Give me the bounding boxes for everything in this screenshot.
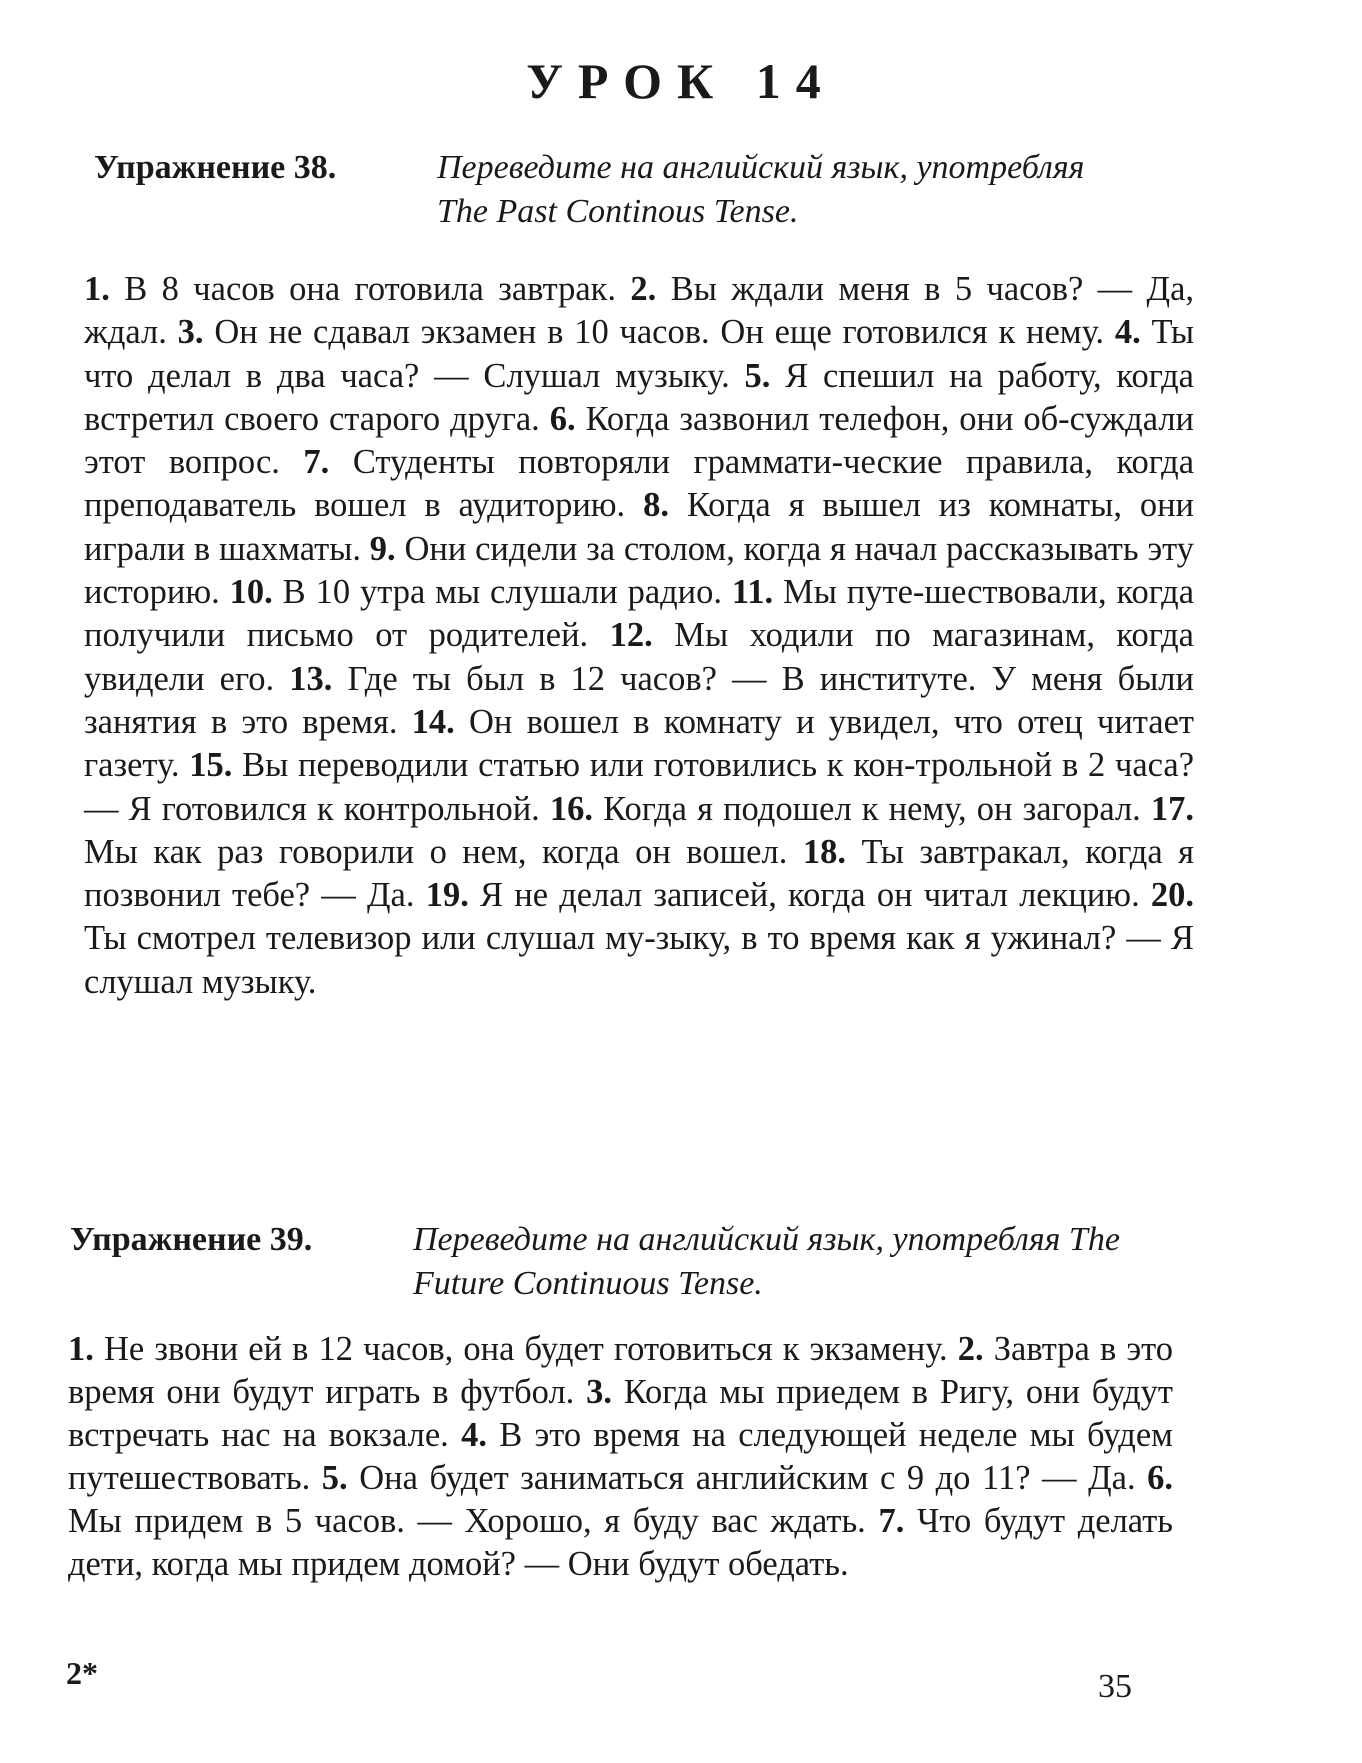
sentence-number: 1. [84, 270, 110, 308]
exercise-39-text [68, 1328, 1173, 1586]
sentence-text: Что будут делать дети, когда мы придем домой? — Они будут обедать. [68, 1502, 1174, 1583]
sentence-text: Вы ждали меня в 5 часов? — Да, ждал. [84, 270, 1195, 352]
sentence-number: 5. [321, 1459, 348, 1497]
sentence-text: Он вошел в комнату и увидел, что отец читает газету. [84, 702, 1194, 785]
sentence-text: Он не сдавал экзамен в 10 часов. Он еще готовился к нему. [214, 313, 1105, 352]
sentence-number: 2. [630, 270, 657, 308]
sentence-number: 3. [586, 1373, 612, 1411]
exercise-39-instruction: Переведите на английский язык, употребляя The Future Continuous Tense. [413, 1221, 1120, 1302]
sentence-number: 8. [643, 486, 669, 525]
sentence-number: 4. [1114, 313, 1141, 352]
sentence-text: В 10 утра мы слушали радио. [282, 573, 723, 612]
sentence-number: 17. [1150, 789, 1195, 828]
sentence-text: Когда зазвонил телефон, они об-суждали этот вопрос. [84, 399, 1195, 482]
sentence-number: 12. [609, 616, 653, 655]
sentence-number: 9. [369, 529, 396, 568]
sentence-text: Я спешил на работу, когда встретил своего старого друга. [84, 356, 1194, 438]
exercise-38-label: Упражнение 38. [94, 149, 337, 186]
sentence-number: 2. [957, 1330, 984, 1368]
sentence-number: 4. [461, 1416, 487, 1454]
sentence-number: 7. [878, 1502, 905, 1540]
exercise-38-text [84, 268, 1194, 1004]
sentence-text: Ты смотрел телевизор или слушал му-зыку, в то время как я ужинал? — Я слушал музыку. [84, 919, 1194, 1001]
sentence-text: Когда я подошел к нему, он загорал. [603, 789, 1141, 828]
sentence-text: Мы как раз говорили о нем, когда он вошел. [84, 832, 788, 871]
sentence-text: Когда я вышел из комнаты, они играли в шахматы. [84, 486, 1194, 568]
sentence-number: 13. [289, 659, 333, 698]
page-number: 35 [1098, 1668, 1132, 1705]
sentence-text: Мы путе-шествовали, когда получили письмо от родителей. [84, 573, 1195, 655]
sentence-number: 18. [802, 832, 846, 871]
sentence-text: Мы придем в 5 часов. — Хорошо, я буду вас ждать. [68, 1502, 866, 1540]
exercise-39-label: Упражнение 39. [70, 1221, 313, 1258]
sentence-text: Я не делал записей, когда он читал лекцию. [480, 876, 1140, 915]
sentence-number: 10. [229, 573, 273, 612]
sentence-text: Ты что делал в два часа? — Слушал музыку. [84, 313, 1195, 395]
lesson-title: УРОК 14 [526, 53, 836, 109]
sentence-text: В 8 часов она готовила завтрак. [124, 270, 617, 308]
sentence-number: 3. [177, 313, 204, 352]
sentence-text: Ты завтракал, когда я позвонил тебе? — Да. [84, 832, 1195, 915]
sentence-number: 1. [68, 1330, 94, 1368]
sentence-text: Завтра в это время они будут играть в футбол. [68, 1330, 1174, 1411]
sentence-number: 5. [744, 356, 771, 395]
exercise-38-instruction: Переведите на английский язык, употребляя The Past Continous Tense. [437, 149, 1085, 230]
sentence-text: Вы переводили статью или готовились к кон-трольной в 2 часа? — Я готовился к контрольной. [84, 746, 1195, 828]
printer-signature: 2* [66, 1655, 98, 1691]
sentence-text: Не звони ей в 12 часов, она будет готовиться к экзамену. [103, 1330, 948, 1368]
sentence-text: Когда мы приедем в Ригу, они будут встречать нас на вокзале. [68, 1373, 1174, 1454]
sentence-number: 14. [411, 702, 455, 741]
sentence-text: Она будет заниматься английским с 9 до 11? — Да. [359, 1459, 1136, 1497]
sentence-text: Они сидели за столом, когда я начал рассказывать эту историю. [84, 529, 1195, 612]
exercise-39-heading [70, 1218, 1220, 1310]
sentence-number: 16. [549, 789, 594, 828]
sentence-number: 20. [1150, 876, 1195, 915]
sentence-number: 6. [549, 399, 576, 438]
sentence-text: В это время на следующей неделе мы будем путешествовать. [68, 1416, 1173, 1497]
sentence-number: 15. [189, 746, 233, 785]
sentence-number: 7. [303, 443, 330, 482]
exercise-38-heading [94, 146, 1244, 238]
sentence-text: Мы ходили по магазинам, когда увидели его. [84, 616, 1194, 698]
sentence-number: 19. [425, 876, 469, 915]
sentence-text: Студенты повторяли граммати-ческие правила, когда преподаватель вошел в аудиторию. [84, 443, 1195, 525]
sentence-number: 6. [1147, 1459, 1174, 1497]
sentence-number: 11. [731, 573, 774, 612]
sentence-text: Где ты был в 12 часов? — В институте. У меня были занятия в это время. [84, 659, 1194, 741]
